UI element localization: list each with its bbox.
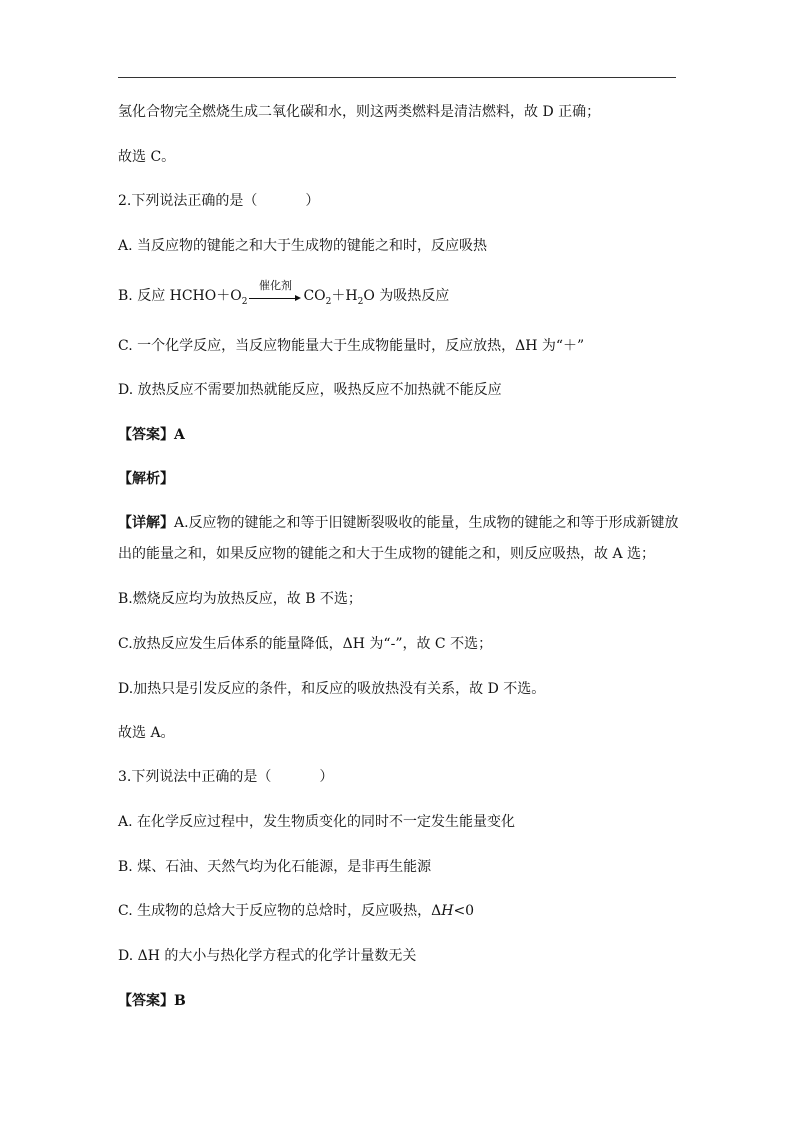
arrow-head-icon bbox=[295, 295, 301, 301]
detail-line: 出的能量之和，如果反应物的键能之和大于生成物的键能之和，则反应吸热，故 A 选； bbox=[118, 546, 656, 562]
option-c-text: C. 生成物的总焓大于反应物的总焓时，反应吸热，Δ bbox=[118, 903, 442, 919]
detail-text: A.反应物的键能之和等于旧键断裂吸收的能量，生成物的键能之和等于形成新键放 bbox=[174, 515, 679, 531]
catalyst-label: 催化剂 bbox=[258, 279, 292, 292]
question-3-stem bbox=[118, 767, 333, 787]
stem-text: 3.下列说法中正确的是（ bbox=[118, 769, 272, 785]
text-line: 氢化合物完全燃烧生成二氧化碳和水，则这两类燃料是清洁燃料，故 D 正确； bbox=[118, 104, 601, 120]
detail-line: C.放热反应发生后体系的能量降低，ΔH 为“-”，故 C 不选； bbox=[118, 636, 493, 652]
option-b bbox=[118, 279, 450, 312]
detail-tag: 【详解】 bbox=[118, 515, 174, 531]
header-rule bbox=[118, 77, 676, 78]
subscript: 2 bbox=[357, 296, 364, 307]
question-2-stem bbox=[118, 191, 319, 211]
arrow-shaft bbox=[249, 298, 297, 299]
option-b-prefix: B. 反应 HCHO＋O bbox=[118, 288, 242, 304]
option-b-suffix: O 为吸热反应 bbox=[363, 288, 450, 304]
product-co: CO bbox=[303, 288, 326, 304]
detail-line: D.加热只是引发反应的条件，和反应的吸放热没有关系，故 D 不选。 bbox=[118, 681, 546, 697]
stem-close: ） bbox=[305, 193, 320, 209]
stem-text: 2.下列说法正确的是（ bbox=[118, 193, 258, 209]
reaction-arrow bbox=[249, 279, 301, 306]
option-c-tail: <0 bbox=[453, 903, 475, 919]
option-d: D. ΔH 的大小与热化学方程式的化学计量数无关 bbox=[118, 948, 417, 964]
conclusion: 故选 A。 bbox=[118, 725, 175, 741]
subscript: 2 bbox=[325, 296, 332, 307]
detail-line bbox=[118, 513, 679, 533]
option-c: C. 一个化学反应，当反应物能量大于生成物能量时，反应放热，ΔH 为“＋” bbox=[118, 338, 585, 354]
enthalpy-symbol: H bbox=[441, 903, 454, 919]
option-a: A. 当反应物的键能之和大于生成物的键能之和时，反应吸热 bbox=[118, 238, 488, 254]
option-c bbox=[118, 901, 474, 921]
detail-line: B.燃烧反应均为放热反应，故 B 不选； bbox=[118, 591, 362, 607]
analysis-label: 【解析】 bbox=[118, 471, 174, 487]
subscript: 2 bbox=[241, 296, 248, 307]
stem-close: ） bbox=[319, 769, 334, 785]
answer-label: 【答案】A bbox=[118, 427, 185, 443]
text-line: 故选 C。 bbox=[118, 149, 176, 165]
option-d: D. 放热反应不需要加热就能反应，吸热反应不加热就不能反应 bbox=[118, 382, 502, 398]
option-a: A. 在化学反应过程中，发生物质变化的同时不一定发生能量变化 bbox=[118, 814, 516, 830]
answer-label: 【答案】B bbox=[118, 993, 186, 1009]
option-b: B. 煤、石油、天然气均为化石能源，是非再生能源 bbox=[118, 859, 432, 875]
product-h: ＋H bbox=[331, 288, 358, 304]
